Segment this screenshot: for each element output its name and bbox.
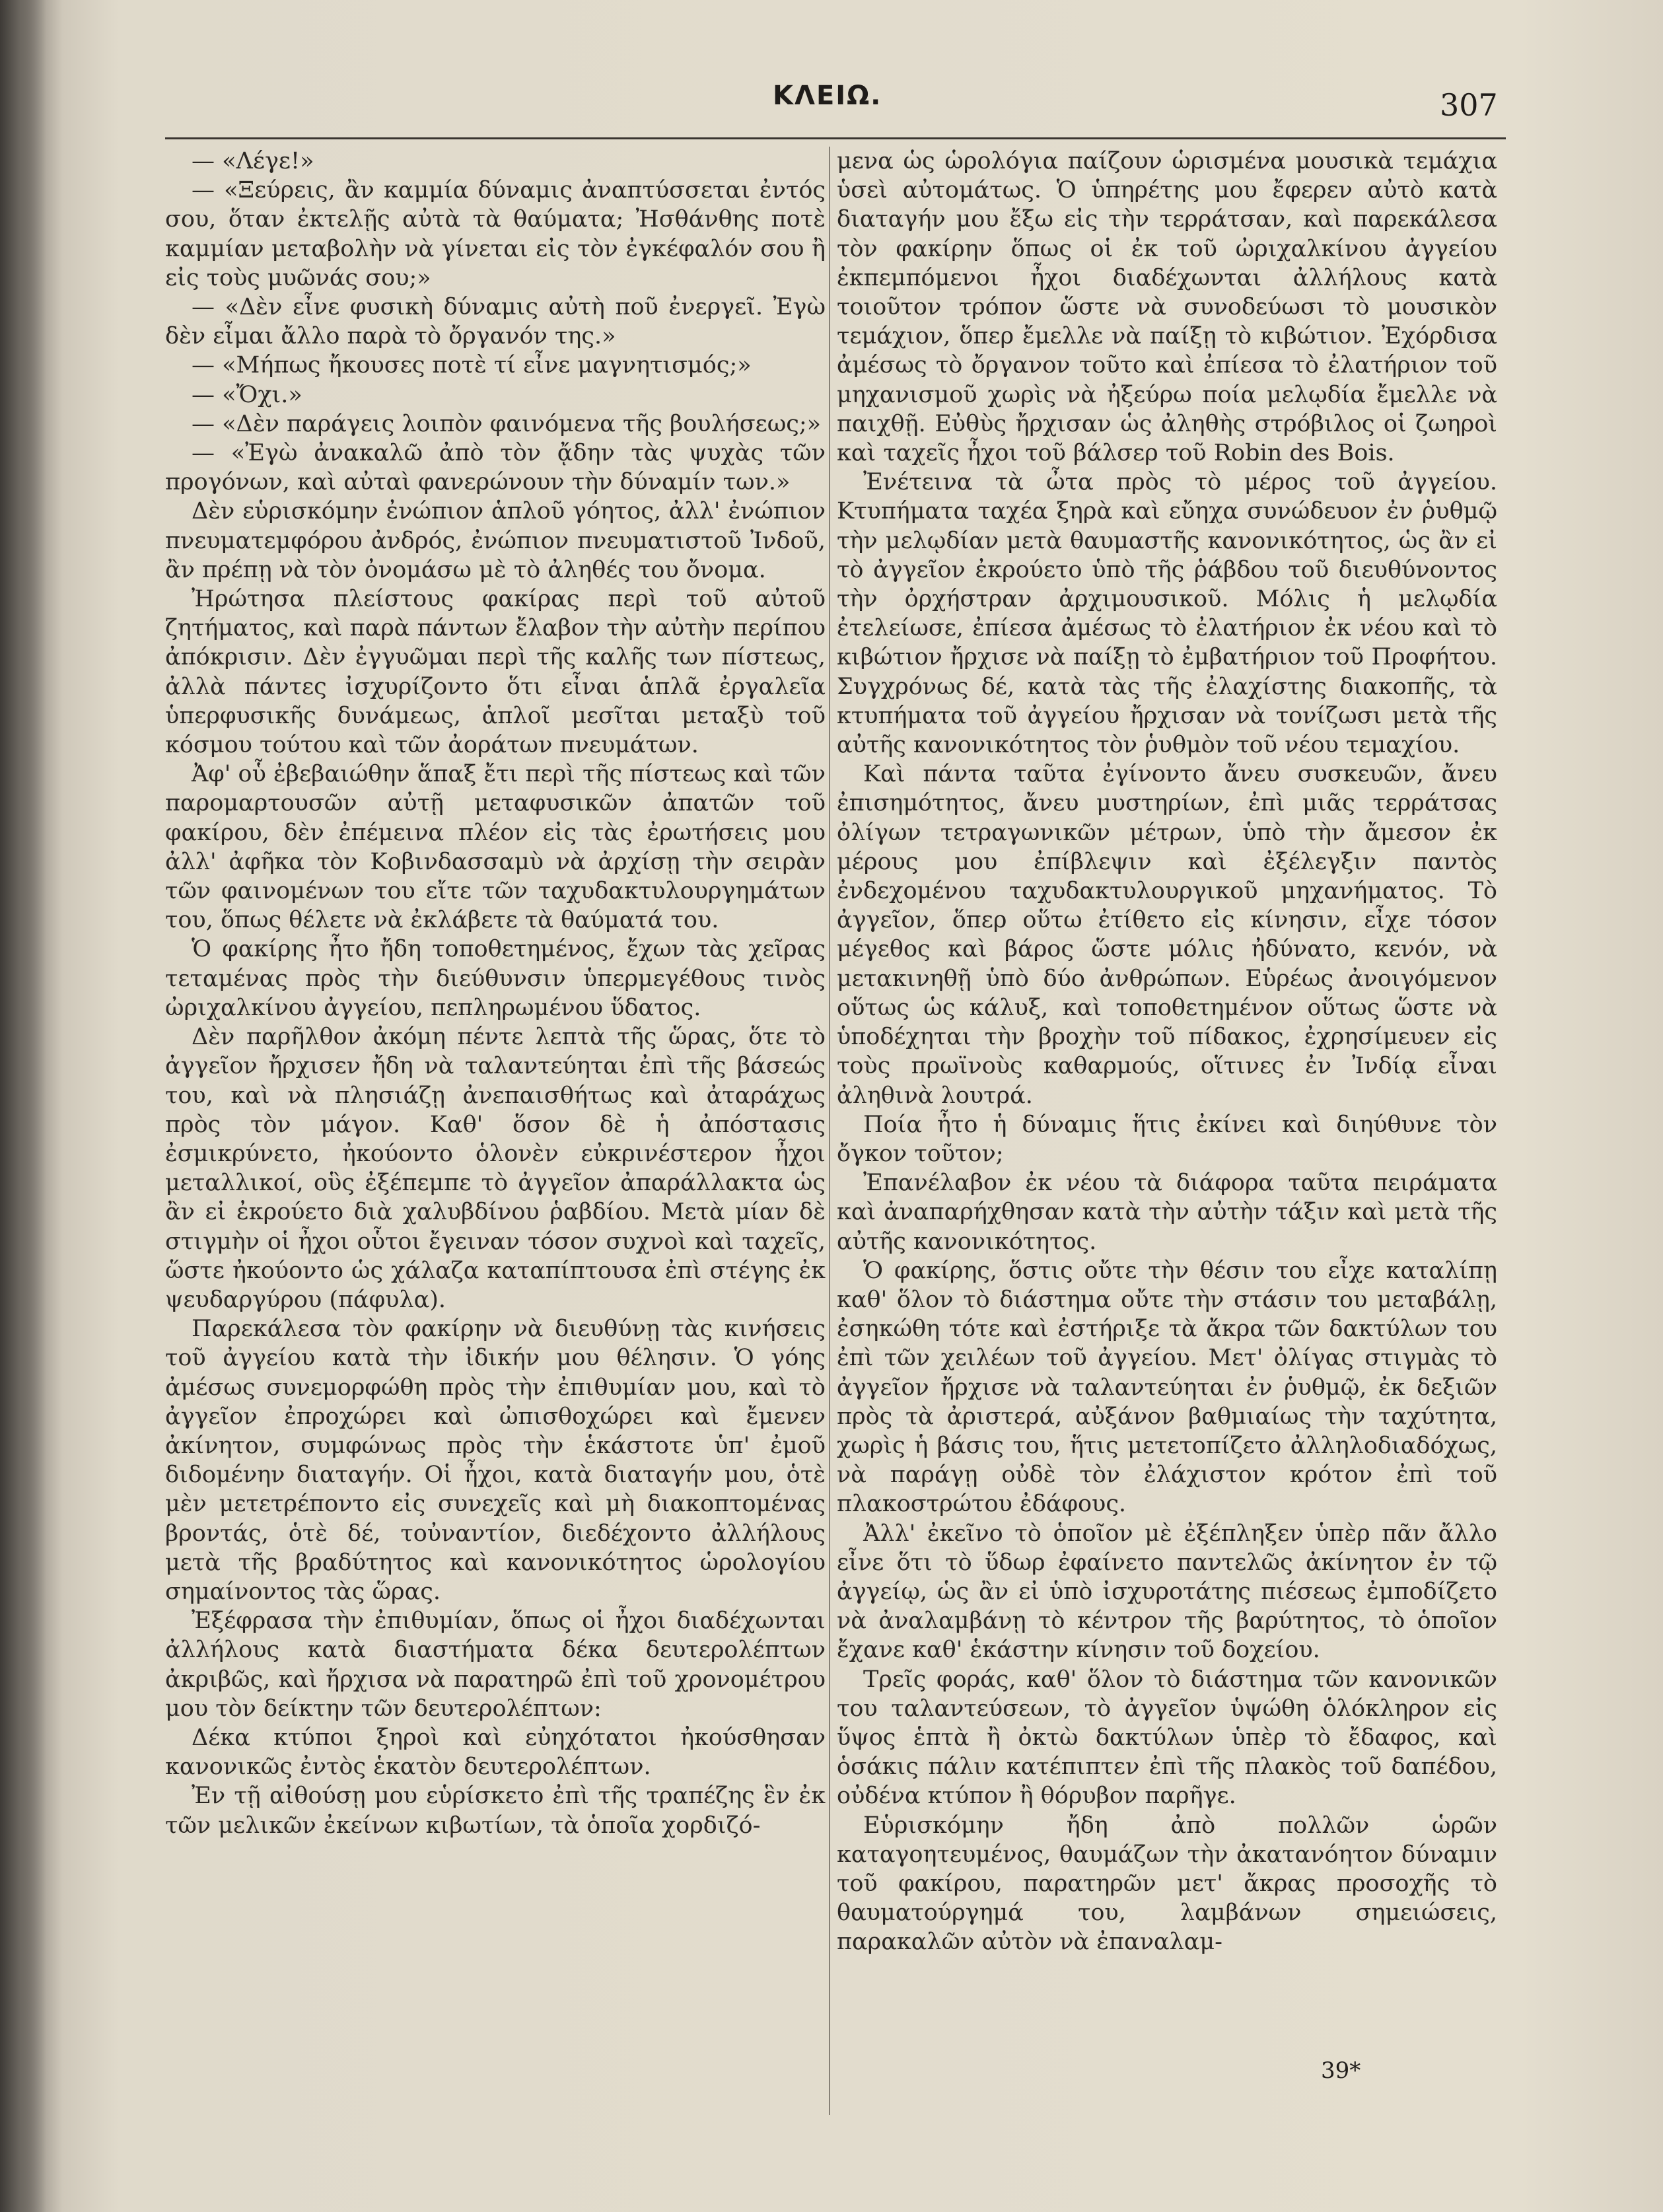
paragraph: Ἐνέτεινα τὰ ὦτα πρὸς τὸ μέρος τοῦ ἀγγείου. Κτυπήματα ταχέα ξηρὰ καὶ εὔηχα συνώδευον ἐν ῥυθμῷ τὴν μελῳδίαν μετὰ θαυμαστῆς κανονικότητος, ὡς ἂν εἰ τὸ ἀγγεῖον ἐκρούετο ὑπὸ τῆς ῥάβδου τοῦ διευθύνοντος τὴν ὀρχήστραν ἀρχιμουσικοῦ. Μόλις ἡ μελῳδία ἐτελείωσε, ἐπίεσα ἀμέσως τὸ ἐλατήριον ἐκ νέου καὶ τὸ κιβώτιον ἤρχισε νὰ παίξῃ τὸ ἐμβατήριον τοῦ Προφήτου. Συγχρόνως δέ, κατὰ τὰς τῆς ἐλαχίστης διακοπῆς, τὰ κτυπήματα τοῦ ἀγγείου ἤρχισαν νὰ τονίζωσι μετὰ τῆς αὐτῆς κανονικότητος τὸν ῥυθμὸν τοῦ νέου τεμαχίου. <box>837 469 1497 759</box>
paragraph: — «Δὲν εἶνε φυσικὴ δύναμις αὐτὴ ποῦ ἐνεργεῖ. Ἐγὼ δὲν εἶμαι ἄλλο παρὰ τὸ ὄργανόν της.» <box>165 294 826 350</box>
paragraph: Ποία ἦτο ἡ δύναμις ἥτις ἐκίνει καὶ διηύθυνε τὸν ὄγκον τοῦτον; <box>837 1111 1497 1167</box>
paragraph: Ἐξέφρασα τὴν ἐπιθυμίαν, ὅπως οἱ ἦχοι διαδέχωνται ἀλλήλους κατὰ διαστήματα δέκα δευτερολέπτων ἀκριβῶς, καὶ ἤρχισα νὰ παρατηρῶ ἐπὶ τοῦ χρονομέτρου μου τὸν δείκτην τῶν δευτερολέπτων: <box>165 1608 826 1722</box>
page-number: 307 <box>1440 87 1498 123</box>
paragraph: Ὁ φακίρης ἦτο ἤδη τοποθετημένος, ἔχων τὰς χεῖρας τεταμένας πρὸς τὴν διεύθυνσιν ὑπερμεγέθους τινὸς ὠριχαλκίνου ἀγγείου, πεπληρωμένου ὕδατος. <box>165 936 826 1021</box>
paragraph: Ἀφ' οὗ ἐβεβαιώθην ἅπαξ ἔτι περὶ τῆς πίστεως καὶ τῶν παρομαρτουσῶν αὐτῇ μεταφυσικῶν ἀπατῶν τοῦ φακίρου, δὲν ἐπέμεινα πλέον εἰς τὰς ἐρωτήσεις μου ἀλλ' ἀφῆκα τὸν Κοβινδασσαμὺ νὰ ἀρχίσῃ τὴν σειρὰν τῶν φαινομένων του εἴτε τῶν ταχυδακτυλουργημάτων του, ὅπως θέλετε νὰ ἐκλάβετε τὰ θαύματά του. <box>165 761 826 934</box>
signature-mark: 39* <box>1321 2057 1361 2084</box>
paragraph: — «Ὄχι.» <box>192 381 302 408</box>
column-divider <box>829 147 830 2115</box>
header-rule <box>165 137 1506 139</box>
paragraph: — «Δὲν παράγεις λοιπὸν φαινόμενα τῆς βουλήσεως;» <box>192 410 822 437</box>
paragraph: Ἠρώτησα πλείστους φακίρας περὶ τοῦ αὐτοῦ ζητήματος, καὶ παρὰ πάντων ἔλαβον τὴν αὐτὴν περίπου ἀπόκρισιν. Δὲν ἐγγυῶμαι περὶ τῆς καλῆς των πίστεως, ἀλλὰ πάντες ἰσχυρίζοντο ὅτι εἶναι ἁπλᾶ ἐργαλεῖα ὑπερφυσικῆς δυνάμεως, ἁπλοῖ μεσῖται μεταξὺ τοῦ κόσμου τούτου καὶ τῶν ἀοράτων πνευμάτων. <box>165 586 826 759</box>
paragraph: Δέκα κτύποι ξηροὶ καὶ εὐηχότατοι ἠκούσθησαν κανονικῶς ἐντὸς ἑκατὸν δευτερολέπτων. <box>165 1724 826 1781</box>
paragraph: Ἐπανέλαβον ἐκ νέου τὰ διάφορα ταῦτα πειράματα καὶ ἀναπαρήχθησαν κατὰ τὴν αὐτὴν τάξιν καὶ μετὰ τῆς αὐτῆς κανονικότητος. <box>837 1170 1497 1255</box>
paragraph: Τρεῖς φοράς, καθ' ὅλον τὸ διάστημα τῶν κανονικῶν του ταλαντεύσεων, τὸ ἀγγεῖον ὑψώθη ὁλόκληρον εἰς ὕψος ἑπτὰ ἢ ὀκτὼ δακτύλων ὑπὲρ τὸ ἔδαφος, καὶ ὁσάκις πάλιν κατέπιπτεν ἐπὶ τῆς πλακὸς τοῦ δαπέδου, οὐδένα κτύπον ἢ θόρυβον παρῆγε. <box>837 1666 1497 1810</box>
paragraph: Ὁ φακίρης, ὅστις οὔτε τὴν θέσιν του εἶχε καταλίπῃ καθ' ὅλον τὸ διάστημα οὔτε τὴν στάσιν του μεταβάλῃ, ἐσηκώθη τότε καὶ ἐστήριξε τὰ ἄκρα τῶν δακτύλων του ἐπὶ τῶν χειλέων τοῦ ἀγγείου. Μετ' ὀλίγας στιγμὰς τὸ ἀγγεῖον ἤρχισε νὰ ταλαντεύηται ἐν ῥυθμῷ, ἐκ δεξιῶν πρὸς τὰ ἀριστερά, αὐξάνον βαθμιαίως τὴν ταχύτητα, χωρὶς ἡ βάσις του, ἥτις μετετοπίζετο ἀλληλοδιαδόχως, νὰ παράγῃ οὐδὲ τὸν ἐλάχιστον κρότον ἐπὶ τοῦ πλακοστρώτου ἐδάφους. <box>837 1257 1497 1518</box>
paragraph: Εὑρισκόμην ἤδη ἀπὸ πολλῶν ὡρῶν καταγοητευμένος, θαυμάζων τὴν ἀκατανόητον δύναμιν τοῦ φακίρου, παρατηρῶν μετ' ἄκρας προσοχῆς τὸ θαυματούργημά του, λαμβάνων σημειώσεις, παρακαλῶν αὐτὸν νὰ ἐπαναλαμ- <box>837 1812 1497 1956</box>
paragraph: μενα ὡς ὡρολόγια παίζουν ὡρισμένα μουσικὰ τεμάχια ὑσεὶ αὐτομάτως. Ὁ ὑπηρέτης μου ἔφερεν αὐτὸ κατὰ διαταγήν μου ἔξω εἰς τὴν τερράτσαν, καὶ παρεκάλεσα τὸν φακίρην ὅπως οἱ ἐκ τοῦ ὠριχαλκίνου ἀγγείου ἐκπεμπόμενοι ἦχοι διαδέχωνται ἀλλήλους κατὰ τοιοῦτον τρόπον ὥστε νὰ συνοδεύωσι τὸ μουσικὸν τεμάχιον, ὅπερ ἔμελλε νὰ παίξῃ τὸ κιβώτιον. Ἐχόρδισα ἀμέσως τὸ ὄργανον τοῦτο καὶ ἐπίεσα τὸ ἐλατήριον τοῦ μηχανισμοῦ χωρὶς νὰ ἠξεύρω ποία μελῳδία ἔμελλε νὰ παιχθῇ. Εὐθὺς ἤρχισαν ὡς ἀληθὴς στρόβιλος οἱ ζωηροὶ καὶ ταχεῖς ἦχοι τοῦ βάλσερ τοῦ Robin des Bois. <box>837 148 1497 467</box>
right-column <box>837 147 1497 1957</box>
paragraph: Καὶ πάντα ταῦτα ἐγίνοντο ἄνευ συσκευῶν, ἄνευ ἐπισημότητος, ἄνευ μυστηρίων, ἐπὶ μιᾶς τερράτσας ὀλίγων τετραγωνικῶν μέτρων, ὑπὸ τὴν ἄμεσον ἐκ μέρους μου ἐπίβλεψιν καὶ ἐξέλεγξιν παντὸς ἐνδεχομένου ταχυδακτυλουργικοῦ μηχανήματος. Τὸ ἀγγεῖον, ὅπερ οὕτω ἐτίθετο εἰς κίνησιν, εἶχε τόσον μέγεθος καὶ βάρος ὥστε μόλις ἠδύνατο, κενόν, νὰ μετακινηθῇ ὑπὸ δύο ἀνθρώπων. Εὑρέως ἀνοιγόμενον οὕτως ὡς κάλυξ, καὶ τοποθετημένον οὕτως ὥστε νὰ ὑποδέχηται τὴν βροχὴν τοῦ πίδακος, ἐχρησίμευεν εἰς τοὺς πρωϊνοὺς καθαρμούς, οἵτινες ἐν Ἰνδίᾳ εἶναι ἀληθινὰ λουτρά. <box>837 761 1497 1109</box>
left-column <box>165 147 826 1840</box>
paragraph: Παρεκάλεσα τὸν φακίρην νὰ διευθύνῃ τὰς κινήσεις τοῦ ἀγγείου κατὰ τὴν ἰδικήν μου θέλησιν. Ὁ γόης ἀμέσως συνεμορφώθη πρὸς τὴν ἐπιθυμίαν μου, καὶ τὸ ἀγγεῖον ἐπροχώρει καὶ ὠπισθοχώρει καὶ ἔμενεν ἀκίνητον, συμφώνως πρὸς τὴν ἑκάστοτε ὑπ' ἐμοῦ διδομένην διαταγήν. Οἱ ἦχοι, κατὰ διαταγήν μου, ὁτὲ μὲν μετετρέποντο εἰς συνεχεῖς καὶ μὴ διακοπτομένας βροντάς, ὁτὲ δέ, τοὐναντίον, διεδέχοντο ἀλλήλους μετὰ τῆς βραδύτητος καὶ κανονικότητος ὡρολογίου σημαίνοντος τὰς ὥρας. <box>165 1316 826 1605</box>
paragraph: Ἀλλ' ἐκεῖνο τὸ ὁποῖον μὲ ἐξέπληξεν ὑπὲρ πᾶν ἄλλο εἶνε ὅτι τὸ ὕδωρ ἐφαίνετο παντελῶς ἀκίνητον ἐν τῷ ἀγγείῳ, ὡς ἂν εἰ ὑπὸ ἰσχυροτάτης πιέσεως ἐμποδίζετο νὰ ἀναλαμβάνῃ τὸ κέντρον τῆς βαρύτητος, τὸ ὁποῖον ἔχανε καθ' ἑκάστην κίνησιν τοῦ δοχείου. <box>837 1520 1497 1664</box>
paragraph: — «Ξεύρεις, ἂν καμμία δύναμις ἀναπτύσσεται ἐντός σου, ὅταν ἐκτελῇς αὐτὰ τὰ θαύματα; Ἠσθάνθης ποτὲ καμμίαν μεταβολὴν νὰ γίνεται εἰς τὸν ἐγκέφαλόν σου ἢ εἰς τοὺς μυῶνάς σου;» <box>165 177 826 291</box>
running-header-title: ΚΛΕΙΩ. <box>773 81 882 111</box>
paragraph: Ἐν τῇ αἰθούσῃ μου εὑρίσκετο ἐπὶ τῆς τραπέζης ἓν ἐκ τῶν μελικῶν ἐκείνων κιβωτίων, τὰ ὁποῖα χορδιζό- <box>165 1783 826 1839</box>
paragraph: — «Μήπως ἤκουσες ποτὲ τί εἶνε μαγνητισμός;» <box>192 352 752 379</box>
paragraph: — «Ἐγὼ ἀνακαλῶ ἀπὸ τὸν ᾄδην τὰς ψυχὰς τῶν προγόνων, καὶ αὐταὶ φανερώνουν τὴν δύναμίν των.» <box>165 440 826 496</box>
binding-shadow <box>0 0 46 2212</box>
paragraph: Δὲν εὑρισκόμην ἐνώπιον ἁπλοῦ γόητος, ἀλλ' ἐνώπιον πνευματεμφόρου ἀνδρός, ἐνώπιον πνευματιστοῦ Ἰνδοῦ, ἂν πρέπῃ νὰ τὸν ὀνομάσω μὲ τὸ ἀληθές του ὄνομα. <box>165 498 826 583</box>
paragraph: — «Λέγε!» <box>192 148 314 174</box>
paragraph: Δὲν παρῆλθον ἀκόμη πέντε λεπτὰ τῆς ὥρας, ὅτε τὸ ἀγγεῖον ἤρχισεν ἤδη νὰ ταλαντεύηται ἐπὶ τῆς βάσεώς του, καὶ νὰ πλησιάζῃ ἀνεπαισθήτως καὶ ἀταράχως πρὸς τὸν μάγον. Καθ' ὅσον δὲ ἡ ἀπόστασις ἐσμικρύνετο, ἠκούοντο ὁλονὲν εὐκρινέστερον ἦχοι μεταλλικοί, οὓς ἐξέπεμπε τὸ ἀγγεῖον ἀπαράλλακτα ὡς ἂν εἰ ἐκρούετο διὰ χαλυβδίνου ῥαβδίου. Μετὰ μίαν δὲ στιγμὴν οἱ ἦχοι οὗτοι ἔγειναν τόσον συχνοὶ καὶ ταχεῖς, ὥστε ἠκούοντο ὡς χάλαζα καταπίπτουσα ἐπὶ στέγης ἐκ ψευδαργύρου (πάφυλα). <box>165 1024 826 1313</box>
